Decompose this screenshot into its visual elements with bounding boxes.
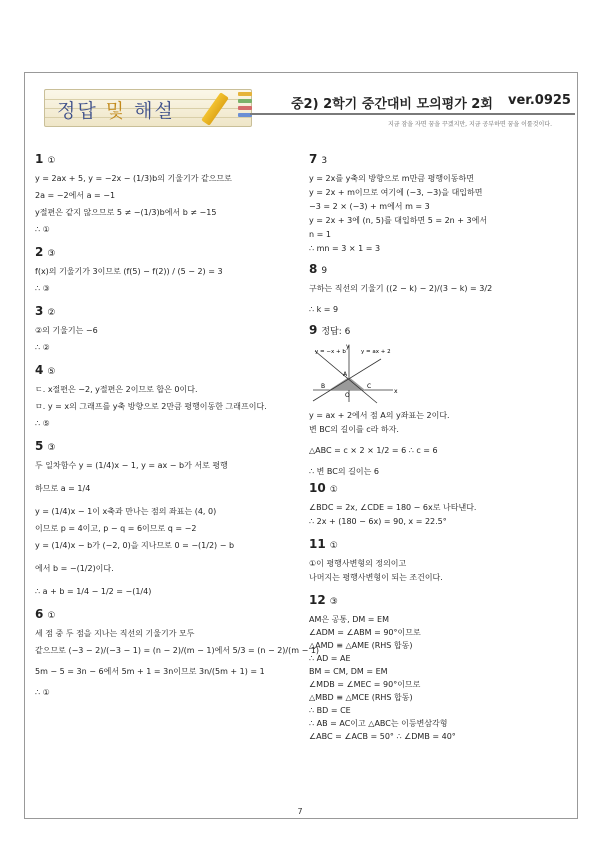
solution-line: ∴ k = 9: [309, 305, 339, 314]
page-number: 7: [297, 807, 303, 816]
question-3: [35, 305, 300, 354]
solution-line: ∴ ①: [35, 225, 50, 234]
right-column: [309, 145, 574, 743]
question-8: [309, 263, 574, 316]
solution-line: ㅁ. y = x의 그래프를 y축 방향으로 2만큼 평행이동한 그래프이다.: [35, 402, 267, 411]
solution-line: 나머지는 평행사변형이 되는 조건이다.: [309, 573, 443, 582]
solution-line: y = (1/4)x − 1이 x축과 만나는 점의 좌표는 (4, 0): [35, 507, 217, 516]
question-number: 12: [309, 593, 326, 607]
solution-line: ∴ AD = AE: [309, 654, 351, 663]
question-number: 5: [35, 439, 44, 453]
solution-line: ∠MDB = ∠MEC = 90°이므로: [309, 680, 421, 689]
banner-title-part3: 해설: [134, 100, 175, 122]
label-line1: y = −x + b: [315, 349, 346, 355]
point-b-label: B: [321, 383, 326, 390]
question-12: [309, 594, 574, 743]
solution-line: y = ax + 2에서 점 A의 y좌표는 2이다.: [309, 411, 450, 420]
axis-x-label: x: [394, 388, 398, 395]
solution-line: ∴ ②: [35, 343, 50, 352]
point-a-label: A: [343, 371, 348, 378]
solution-line: ∴ 변 BC의 길이는 6: [309, 467, 379, 476]
graph-q9: [309, 343, 404, 405]
solution-line: AM은 공통, DM = EM: [309, 615, 389, 624]
index-tabs-icon: [238, 92, 252, 120]
solution-line: ∴ 2x + (180 − 6x) = 90, x = 22.5°: [309, 517, 447, 526]
question-answer: 9: [321, 266, 328, 276]
question-number: 7: [309, 152, 318, 166]
question-2: [35, 246, 300, 295]
solution-line: ∴ AB = AC이고 △ABC는 이등변삼각형: [309, 719, 448, 728]
solution-line: −3 = 2 × (−3) + m에서 m = 3: [309, 202, 430, 211]
question-answer: ①: [329, 485, 338, 495]
question-number: 6: [35, 607, 44, 621]
solution-line: 같으므로 (−3 − 2)/(−3 − 1) = (n − 2)/(m − 1)에서 5/3 = (n − 2)/(m − 1): [35, 646, 320, 655]
question-11: [309, 538, 574, 584]
solution-line: 2a = −2에서 a = −1: [35, 191, 116, 200]
solution-line: 이므로 p = 4이고, p − q = 6이므로 q = −2: [35, 524, 197, 533]
question-answer: ③: [47, 249, 56, 259]
solution-line: f(x)의 기울기가 3이므로 (f(5) − f(2)) / (5 − 2) = 3: [35, 267, 223, 276]
label-line2: y = ax + 2: [361, 349, 391, 355]
solution-line: △ABC = c × 2 × 1/2 = 6 ∴ c = 6: [309, 446, 438, 455]
solution-line: 두 일차함수 y = (1/4)x − 1, y = ax − b가 서로 평행: [35, 461, 228, 470]
banner-title-part1: 정답: [57, 100, 98, 122]
solution-line: 변 BC의 길이를 c라 하자.: [309, 425, 399, 434]
question-7: [309, 153, 574, 255]
question-answer: ⑤: [47, 367, 56, 377]
version-label: ver.0925: [508, 93, 571, 108]
question-answer: 3: [321, 156, 328, 166]
solution-line: ∠BDC = 2x, ∠CDE = 180 − 6x로 나타낸다.: [309, 503, 477, 512]
question-5: [35, 440, 300, 598]
solution-line: ∴ a + b = 1/4 − 1/2 = −(1/4): [35, 587, 152, 596]
origin-label: O: [345, 392, 350, 399]
solution-line: ∴ ⑤: [35, 419, 50, 428]
solution-line: y = 2x + m이므로 여기에 (−3, −3)을 대입하면: [309, 188, 483, 197]
solution-line: ∴ ①: [35, 688, 50, 697]
question-answer: 정답: 6: [321, 327, 351, 337]
solution-line: y = 2x + 3에 (n, 5)를 대입하면 5 = 2n + 3에서: [309, 216, 488, 225]
point-c-label: C: [367, 383, 372, 390]
axis-y-label: y: [346, 343, 350, 350]
solution-line: △AMD ≡ △AME (RHS 합동): [309, 641, 413, 650]
question-answer: ③: [329, 597, 338, 607]
solution-line: △MBD ≡ △MCE (RHS 합동): [309, 693, 413, 702]
exam-title: 중2) 2학기 중간대비 모의평가 2회: [291, 97, 493, 112]
solution-line: ②의 기울기는 −6: [35, 326, 98, 335]
solution-line: ①이 평행사변형의 정의이고: [309, 559, 407, 568]
question-number: 11: [309, 537, 326, 551]
question-number: 9: [309, 323, 318, 337]
solution-line: ㄷ. x절편은 −2, y절편은 2이므로 합은 0이다.: [35, 385, 198, 394]
solution-line: 5m − 5 = 3n − 6에서 5m + 1 = 3n이므로 3n/(5m + 1) = 1: [35, 667, 265, 676]
solution-line: ∴ mn = 3 × 1 = 3: [309, 244, 381, 253]
question-answer: ③: [47, 443, 56, 453]
question-answer: ①: [47, 611, 56, 621]
banner-title: [57, 96, 175, 123]
solution-line: y절편은 같지 않으므로 5 ≠ −(1/3)b에서 b ≠ −15: [35, 208, 217, 217]
question-9: [309, 324, 574, 478]
solution-line: ∴ ③: [35, 284, 50, 293]
question-number: 4: [35, 363, 44, 377]
question-answer: ①: [329, 541, 338, 551]
solution-line: 세 점 중 두 점을 지나는 직선의 기울기가 모두: [35, 629, 195, 638]
question-6: [35, 607, 320, 699]
solution-line: 에서 b = −(1/2)이다.: [35, 564, 114, 573]
solution-line: y = (1/4)x − b가 (−2, 0)을 지나므로 0 = −(1/2) − b: [35, 541, 235, 550]
solution-line: ∠ABC = ∠ACB = 50° ∴ ∠DMB = 40°: [309, 732, 456, 741]
question-number: 10: [309, 481, 326, 495]
solution-line: y = 2ax + 5, y = −2x − (1/3)b의 기울기가 같으므로: [35, 174, 232, 183]
solution-line: BM = CM, DM = EM: [309, 667, 388, 676]
solution-line: ∠ADM = ∠ABM = 90°이므로: [309, 628, 421, 637]
question-number: 3: [35, 304, 44, 318]
header-rule: [250, 113, 575, 115]
solution-line: y = 2x를 y축의 방향으로 m만큼 평행이동하면: [309, 174, 474, 183]
solution-line: n = 1: [309, 230, 331, 239]
question-number: 8: [309, 262, 318, 276]
question-4: [35, 364, 300, 430]
question-1: [35, 153, 300, 236]
motto-text: 지금 잠을 자면 꿈을 꾸겠지만, 지금 공부하면 꿈을 이룰것이다.: [388, 121, 552, 128]
solution-line: 구하는 직선의 기울기 ((2 − k) − 2)/(3 − k) = 3/2: [309, 284, 493, 293]
question-number: 2: [35, 245, 44, 259]
question-10: [309, 482, 574, 528]
banner-title-part2: 및: [105, 100, 127, 122]
solution-line: 하므로 a = 1/4: [35, 484, 91, 493]
question-number: 1: [35, 152, 44, 166]
question-answer: ①: [47, 156, 56, 166]
solution-line: ∴ BD = CE: [309, 706, 351, 715]
question-answer: ②: [47, 308, 56, 318]
